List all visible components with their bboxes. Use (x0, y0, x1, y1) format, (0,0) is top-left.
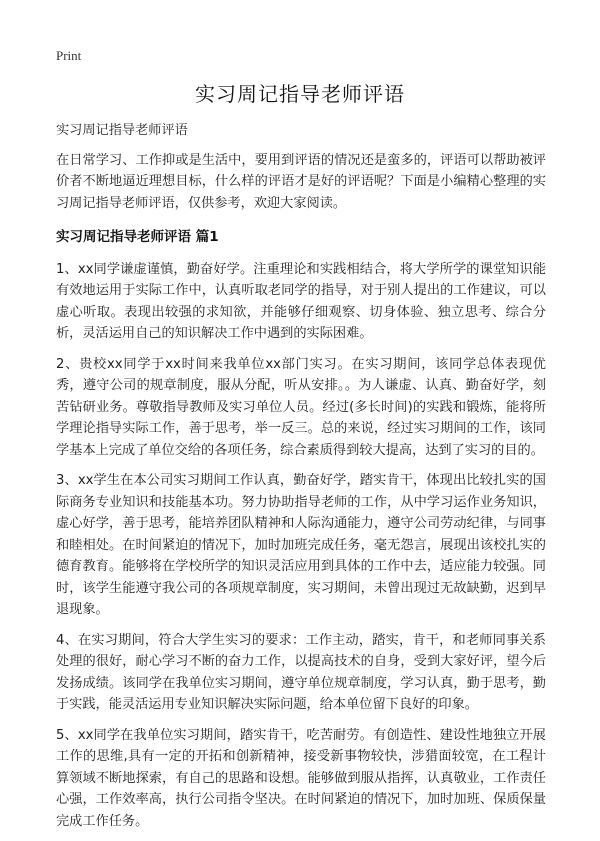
comment-paragraph-3: 3、xx学生在本公司实习期间工作认真，勤奋好学，踏实肯干，体现出比较扎实的国际商务专业知识和技能基本功。努力协助指导老师的工作，从中学习运作业务知识，虚心好学，善于思考，能培养团队精神和人际沟通能力，遵守公司劳动纪律，与同事和睦相处。在时间紧迫的情况下，加时加班完成任务，毫无怨言，展现出该校扎实的德育教育。能够将在学校所学的知识灵活应用到具体的工作中去，适应能力较强。同时，该学生能遵守我公司的各项规章制度，实习期间，未曾出现过无故缺勤，迟到早退现象。 (56, 473, 546, 617)
comment-paragraph-5: 5、xx同学在我单位实习期间，踏实肯干，吃苦耐劳。有创造性、建设性地独立开展工作的思维,具有一定的开拓和创新精神，接受新事物较快，涉猎面较宽，在工程计算领域不断地探索，有自己的思路和设想。能够做到服从指挥，认真敬业，工作责任心强，工作效率高，执行公司指令坚决。在时间紧迫的情况下，加时加班、保质保量完成工作任务。 (56, 727, 546, 829)
section-heading: 实习周记指导老师评语 篇1 (56, 229, 219, 245)
comment-paragraph-4: 4、在实习期间，符合大学生实习的要求：工作主动，踏实，肯干，和老师同事关系处理的很好，耐心学习不断的奋力工作，以提高技术的自身，受到大家好评，望今后发扬成绩。该同学在我单位实习期间，遵守单位规章制度，学习认真，勤于思考，勤于实践，能灵活运用专业知识解决实际问题，给本单位留下良好的印象。 (56, 632, 546, 712)
page-title: 实习周记指导老师评语 (195, 82, 405, 106)
intro-paragraph: 在日常学习、工作抑或是生活中，要用到评语的情况还是蛮多的，评语可以帮助被评价者不断地逼近理想目标，什么样的评语才是好的评语呢？下面是小编精心整理的实习周记指导老师评语，仅供参考，欢迎大家阅读。 (56, 152, 546, 211)
print-link[interactable]: Print (56, 48, 82, 63)
document-subtitle: 实习周记指导老师评语 (56, 123, 188, 138)
document-body (56, 120, 546, 841)
comment-paragraph-1: 1、xx同学谦虚谨慎，勤奋好学。注重理论和实践相结合，将大学所学的课堂知识能有效地运用于实际工作中，认真听取老同学的指导，对于别人提出的工作建议，可以虚心听取。表现出较强的求知欲，并能够仔细观察、切身体验、独立思考、综合分析，灵活运用自己的知识解决工作中遇到的实际困难。 (56, 261, 546, 341)
comment-paragraph-2: 2、贵校xx同学于xx时间来我单位xx部门实习。在实习期间，该同学总体表现优秀，遵守公司的规章制度，服从分配，听从安排。。为人谦虚、认真、勤奋好学，刻苦钻研业务。尊敬指导教师及实习单位人员。经过(多长时间)的实践和锻炼，能将所学理论指导实际工作，善于思考，举一反三。总的来说，经过实习期间的工作，该同学基本上完成了单位交给的各项任务，综合素质得到较大提高，达到了实习的目的。 (56, 356, 546, 458)
